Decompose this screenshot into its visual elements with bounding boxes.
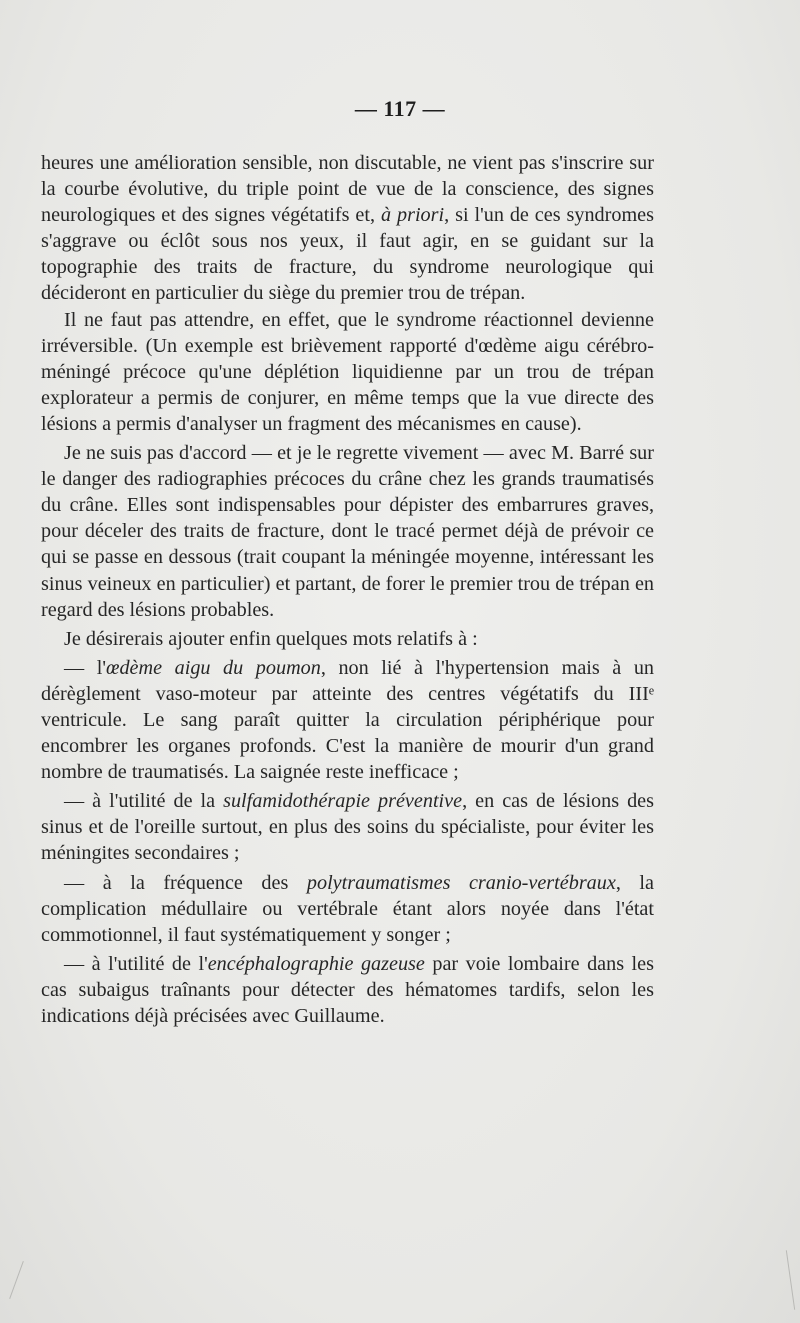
body-text [41, 150, 654, 1029]
italic-term: œdème aigu du poumon [106, 656, 321, 679]
paragraph-4 [41, 626, 654, 652]
text-segment: Je désirerais ajouter enfin quelques mots relatifs à : [64, 627, 478, 650]
page-edge-mark [786, 1250, 795, 1310]
text-segment: — à l'utilité de l' [64, 952, 208, 975]
paragraph-1 [41, 150, 654, 307]
text-segment: , la complication médullaire ou vertébrale étant alors noyée dans l'état commotionnel, il faut systématiquement y songer ; [41, 871, 654, 946]
italic-term: à priori [380, 204, 445, 227]
page-number: — 117 — [354, 96, 446, 121]
italic-term: sulfamidothérapie préventive [223, 790, 463, 813]
text-segment: par voie lombaire dans les cas subaigus traînants pour détecter des hématomes tardifs, selon les indications déjà précisées avec Guillaume. [41, 952, 654, 1027]
list-item-polytraumatismes [41, 870, 654, 948]
list-item-sulfamidotherapie [41, 788, 654, 866]
text-segment: , non lié à l'hypertension mais à un dérèglement vaso-moteur par atteinte des centres végétatifs du IIIᵉ ventricule. Le sang paraît quitter la circulation périphérique pour encombrer les organes profonds. C'est la manière de mourir d'un grand nombre de traumatisés. La saignée reste inefficace ; [41, 656, 655, 784]
text-segment: , si l'un de ces syndromes s'aggrave ou éclôt sous nos yeux, il faut agir, en se guidant sur la topographie des traits de fracture, du syndrome neurologique qui décideront en particulier du siège du premier trou de trépan. [41, 204, 654, 305]
text-segment: heures une amélioration sensible, non discutable, ne vient pas s'inscrire sur la courbe évolutive, du triple point de vue de la conscience, des signes neurologiques et des signes végétatifs et, [41, 152, 654, 227]
text-segment: — à la fréquence des [64, 871, 307, 894]
text-segment: — à l'utilité de la [64, 790, 224, 813]
page-edge-mark [9, 1261, 24, 1299]
text-segment: Je ne suis pas d'accord — et je le regrette vivement — avec M. Barré sur le danger des radiographies précoces du crâne chez les grands traumatisés du crâne. Elles sont indispensables pour dépister des embarrures graves, pour déceler des traits de fracture, dont le tracé permet déjà de prévoir ce qui se passe en dessous (trait coupant la méningée moyenne, intéressant les sinus veineux en particulier) et partant, de forer le premier trou de trépan en regard des lésions probables. [41, 442, 654, 621]
text-segment: — l' [64, 656, 106, 679]
paragraph-2 [41, 307, 654, 437]
text-segment: , en cas de lésions des sinus et de l'oreille surtout, en plus des soins du spécialiste, pour éviter les méningites secondaires ; [41, 790, 654, 865]
italic-term: encéphalographie gazeuse [207, 952, 425, 975]
text-segment: Il ne faut pas attendre, en effet, que le syndrome réactionnel devienne irréversible. (Un exemple est brièvement rapporté d'œdème aigu cérébro-méningé précoce qu'une déplétion liquidienne par un trou de trépan explorateur a permis de conjurer, en même temps que la vue directe des lésions a permis d'analyser un fragment des mécanismes en cause). [41, 308, 654, 435]
paragraph-3 [41, 440, 654, 623]
list-item-encephalographie [41, 951, 654, 1029]
list-item-oedeme [41, 655, 654, 785]
italic-term: polytraumatismes cranio-vertébraux [306, 871, 616, 894]
